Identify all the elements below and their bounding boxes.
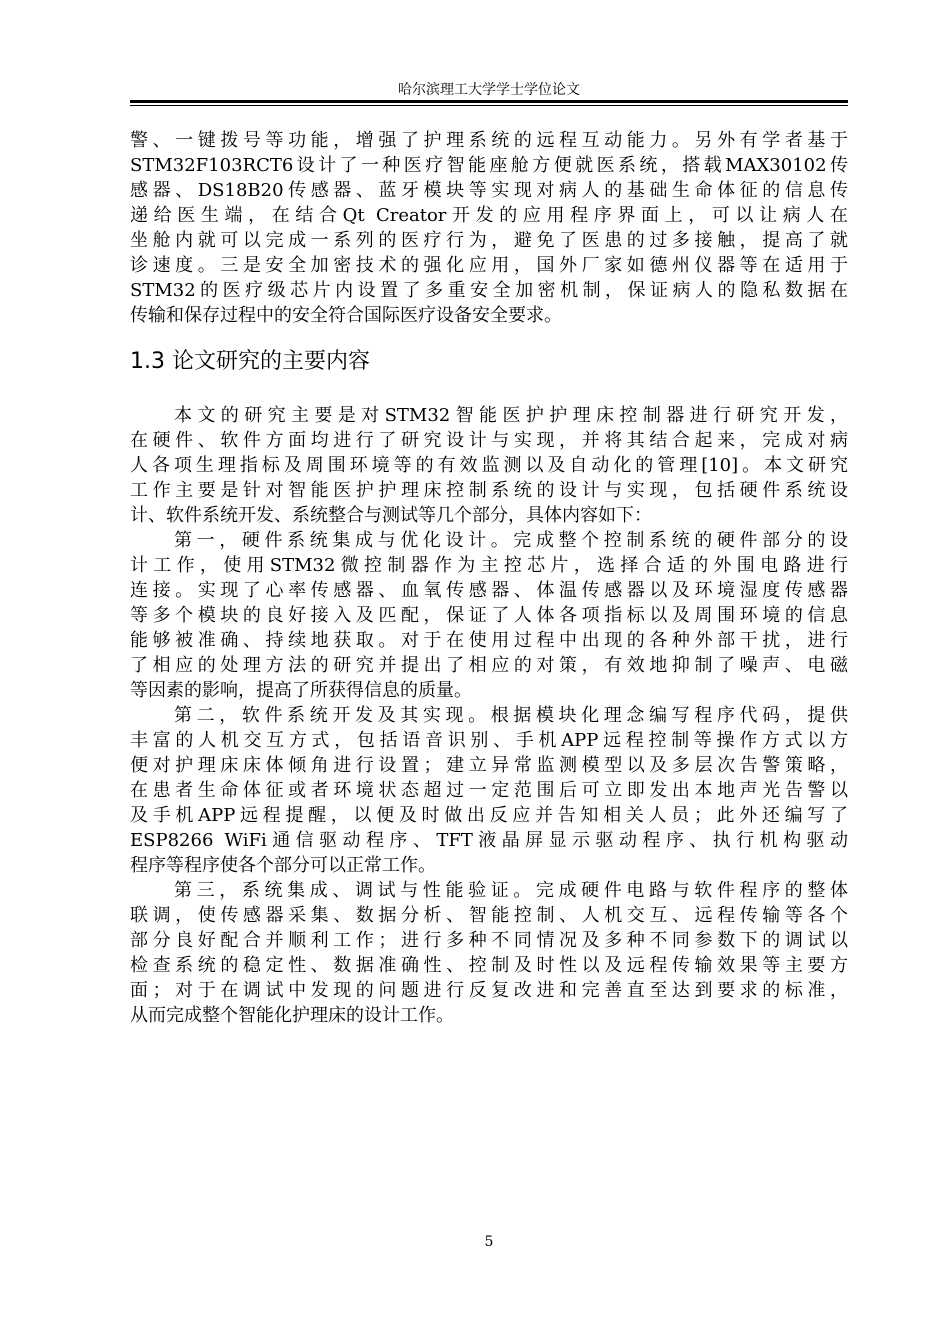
- text-line: 检查系统的稳定性、数据准确性、控制及时性以及远程传输效果等主要方: [130, 955, 848, 976]
- text-line: 联调，使传感器采集、数据分析、智能控制、人机交互、远程传输等各个: [130, 905, 848, 926]
- text-line: 便对护理床床体倾角进行设置；建立异常监测模型以及多层次告警策略，: [130, 755, 848, 776]
- text-line: 递给医生端，在结合Qt Creator开发的应用程序界面上，可以让病人在: [130, 205, 848, 226]
- text-line: ESP8266 WiFi通信驱动程序、TFT液晶屏显示驱动程序、执行机构驱动: [130, 830, 848, 851]
- text-line: STM32的医疗级芯片内设置了多重安全加密机制，保证病人的隐私数据在: [130, 280, 848, 301]
- text-line: 在患者生命体征或者环境状态超过一定范围后可立即发出本地声光告警以: [130, 780, 848, 801]
- text-line: 传输和保存过程中的安全符合国际医疗设备安全要求。: [130, 305, 562, 326]
- text-line: 计工作，使用STM32微控制器作为主控芯片，选择合适的外围电路进行: [130, 555, 848, 576]
- paragraph-continued: [130, 128, 848, 328]
- paragraph-integration: [130, 878, 848, 1028]
- text-line: STM32F103RCT6设计了一种医疗智能座舱方便就医系统，搭载MAX30102传: [130, 155, 848, 176]
- text-line: 人各项生理指标及周围环境等的有效监测以及自动化的管理[10]。本文研究: [130, 455, 848, 476]
- text-line: 计、软件系统开发、系统整合与测试等几个部分，具体内容如下：: [130, 505, 652, 526]
- heading-spacer: [130, 376, 848, 403]
- text-line: 在硬件、软件方面均进行了研究设计与实现，并将其结合起来，完成对病: [130, 430, 848, 451]
- header-rule-thick: [130, 100, 848, 103]
- text-line: 坐舱内就可以完成一系列的医疗行为，避免了医患的过多接触，提高了就: [130, 230, 848, 251]
- text-line: 第一，硬件系统集成与优化设计。完成整个控制系统的硬件部分的设: [174, 530, 848, 551]
- text-line: 等因素的影响，提高了所获得信息的质量。: [130, 680, 472, 701]
- paragraph-intro: [130, 403, 848, 528]
- paragraph-hardware: [130, 528, 848, 703]
- text-line: 了相应的处理方法的研究并提出了相应的对策，有效地抑制了噪声、电磁: [130, 655, 848, 676]
- header-rule-thin: [130, 105, 848, 106]
- text-line: 第二，软件系统开发及其实现。根据模块化理念编写程序代码，提供: [174, 705, 848, 726]
- text-line: 部分良好配合并顺利工作；进行多种不同情况及多种不同参数下的调试以: [130, 930, 848, 951]
- text-line: 从而完成整个智能化护理床的设计工作。: [130, 1005, 454, 1026]
- section-heading: 1.3 论文研究的主要内容: [130, 349, 370, 374]
- text-line: 丰富的人机交互方式，包括语音识别、手机APP远程控制等操作方式以方: [130, 730, 848, 751]
- text-line: 及手机APP远程提醒，以便及时做出反应并告知相关人员；此外还编写了: [130, 805, 848, 826]
- text-line: 等多个模块的良好接入及匹配，保证了人体各项指标以及周围环境的信息: [130, 605, 848, 626]
- text-line: 本文的研究主要是对STM32智能医护护理床控制器进行研究开发，: [174, 405, 848, 426]
- text-line: 连接。实现了心率传感器、血氧传感器、体温传感器以及环境湿度传感器: [130, 580, 848, 601]
- paragraph-software: [130, 703, 848, 878]
- text-line: 第三，系统集成、调试与性能验证。完成硬件电路与软件程序的整体: [174, 880, 848, 901]
- text-line: 感器、DS18B20传感器、蓝牙模块等实现对病人的基础生命体征的信息传: [130, 180, 848, 201]
- text-line: 警、一键拨号等功能，增强了护理系统的远程互动能力。另外有学者基于: [130, 130, 848, 151]
- text-line: 程序等程序使各个部分可以正常工作。: [130, 855, 436, 876]
- text-line: 面；对于在调试中发现的问题进行反复改进和完善直至达到要求的标准，: [130, 980, 848, 1001]
- text-line: 能够被准确、持续地获取。对于在使用过程中出现的各种外部干扰，进行: [130, 630, 848, 651]
- page-number: 5: [484, 1234, 494, 1250]
- text-line: 诊速度。三是安全加密技术的强化应用，国外厂家如德州仪器等在适用于: [130, 255, 848, 276]
- text-line: 工作主要是针对智能医护护理床控制系统的设计与实现，包括硬件系统设: [130, 480, 848, 501]
- running-header: 哈尔滨理工大学学士学位论文: [398, 82, 580, 98]
- body-content: [130, 128, 848, 1028]
